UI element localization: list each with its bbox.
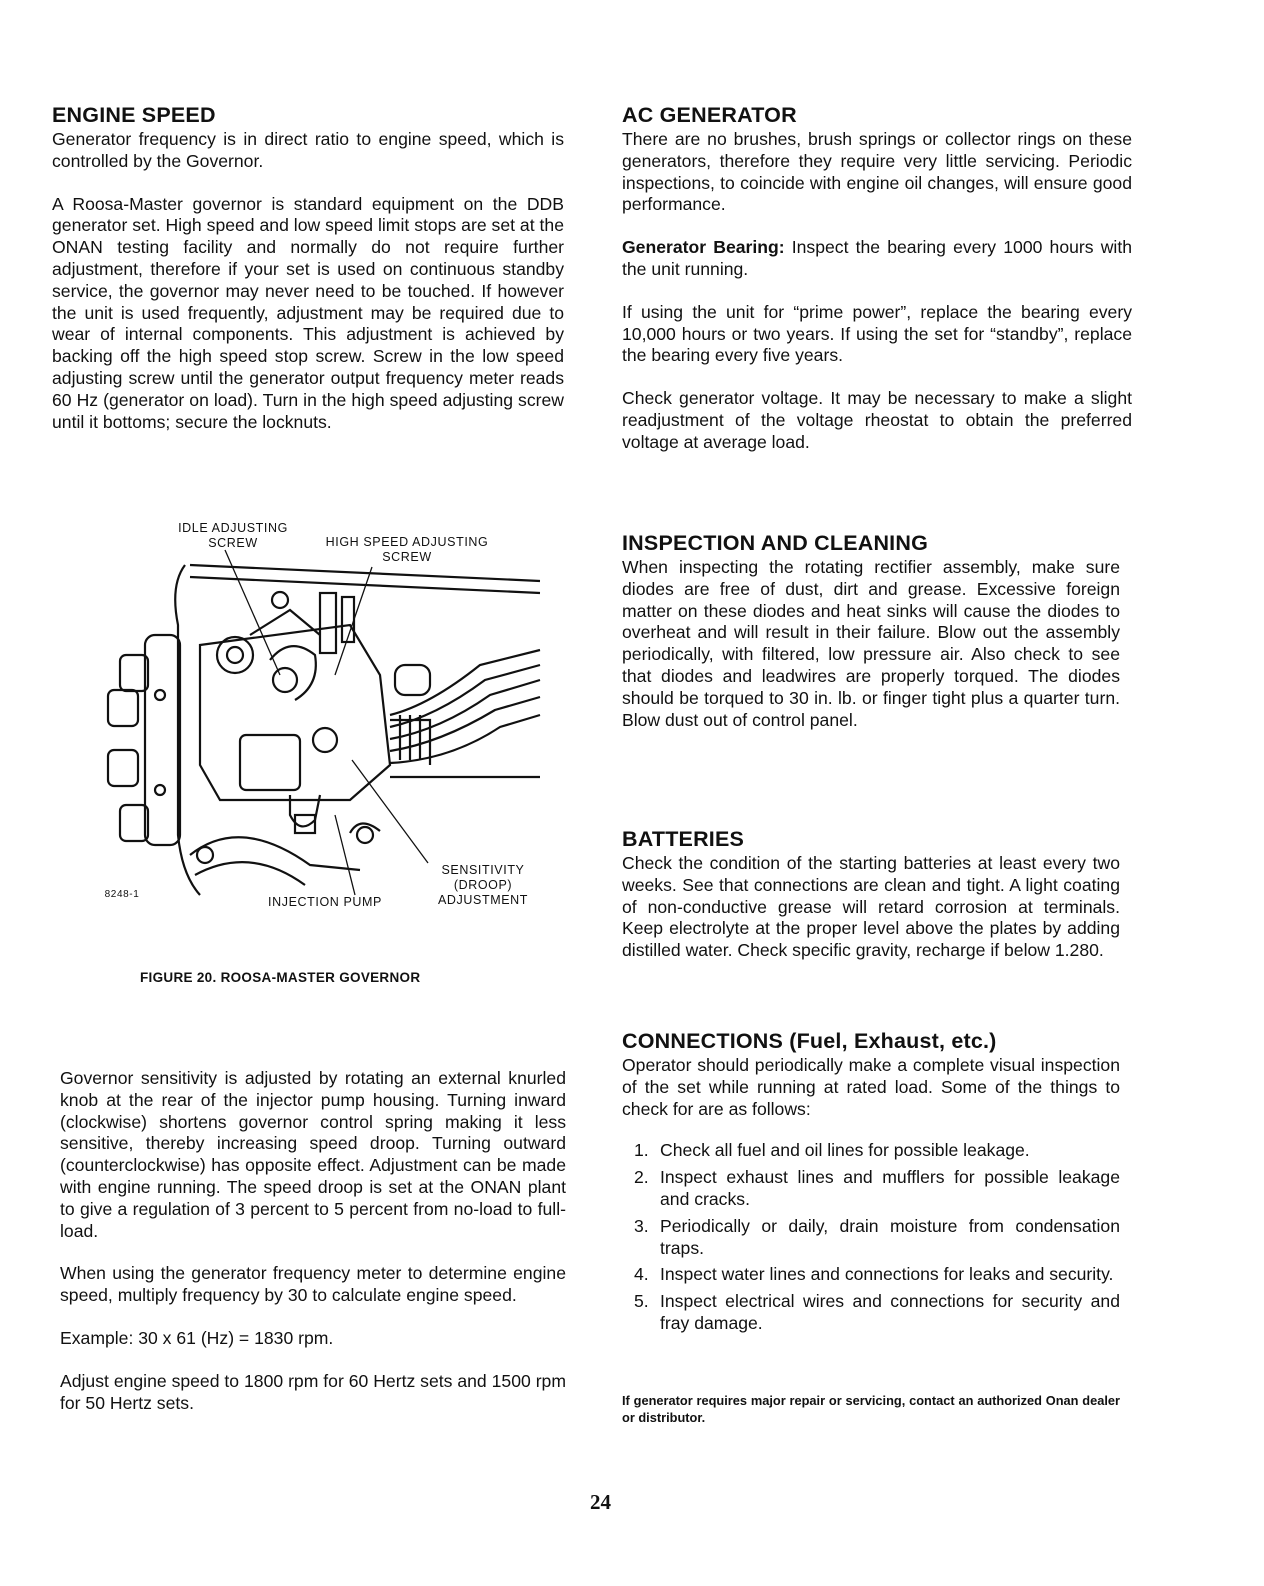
inspection-heading: INSPECTION AND CLEANING <box>622 531 929 555</box>
left-column <box>52 102 564 433</box>
inspection-paragraph: When inspecting the rotating rectifier assembly, make sure diodes are free of dust, dirt and grease. Excessive foreign matter on these diodes and heat sinks will cause the diodes to overheat and will result in their failure. Blow out the assembly periodically, with filtered, low pressure air. Also check to see that diodes and leadwires are properly torqued. The diodes should be torqued to 30 in. lb. or finger tight plus a quarter turn. Blow dust out of control panel. <box>622 557 1120 730</box>
governor-sensitivity-paragraph: Governor sensitivity is adjusted by rotating an external knurled knob at the rear of the injector pump housing. Turning inward (clockwise) shortens governor control spring making it less sensitive, thereby increasing speed droop. Turning outward (counterclockwise) has opposite effect. Adjustment can be made with engine running. The speed droop is set at the ONAN plant to give a regulation of 3 percent to 5 percent from no-load to full-load. <box>60 1068 566 1241</box>
figure-code-label: 8248-1 <box>104 889 140 900</box>
connections-section <box>622 1028 1120 1426</box>
engine-speed-heading: ENGINE SPEED <box>52 103 216 127</box>
engine-speed-intro: Generator frequency is in direct ratio to engine speed, which is controlled by the Governor. <box>52 129 564 171</box>
repair-note: If generator requires major repair or servicing, contact an authorized Onan dealer or distributor. <box>622 1392 1120 1425</box>
figure-caption: FIGURE 20. ROOSA-MASTER GOVERNOR <box>140 970 421 985</box>
page-number: 24 <box>590 1490 611 1514</box>
high-speed-adjusting-screw-label: HIGH SPEED ADJUSTING SCREW <box>325 535 489 564</box>
batteries-section <box>622 826 1120 962</box>
generator-bearing-text: Inspect the bearing every 1000 hours with the unit running. <box>622 237 1132 279</box>
injection-pump-label: INJECTION PUMP <box>268 895 382 909</box>
connections-checklist <box>622 1140 1120 1334</box>
engine-speed-governor-paragraph: A Roosa-Master governor is standard equipment on the DDB generator set. High speed and low speed limit stops are set at the ONAN testing facility and normally do not require further adjustment, therefore if your set is used on continuous standby service, the governor may never need to be touched. If however the unit is used frequently, adjustment may be required due to wear of internal components. This adjustment is achieved by backing off the high speed stop screw. Screw in the low speed adjusting screw until the generator output frequency meter reads 60 Hz (generator on load). Turn in the high speed adjusting screw until it bottoms; secure the locknuts. <box>52 193 564 432</box>
generator-bearing-label: Generator Bearing: <box>622 237 785 258</box>
generator-voltage-paragraph: Check generator voltage. It may be necessary to make a slight readjustment of the voltage rheostat to obtain the preferred voltage at average load. <box>622 388 1132 452</box>
generator-bearing-paragraph <box>622 237 1132 281</box>
governor-section <box>60 1068 566 1414</box>
right-column <box>622 102 1132 454</box>
engine-speed-setting-paragraph: Adjust engine speed to 1800 rpm for 60 Hertz sets and 1500 rpm for 50 Hertz sets. <box>60 1370 566 1413</box>
batteries-heading: BATTERIES <box>622 827 745 851</box>
governor-figure <box>90 515 560 935</box>
inspection-section <box>622 530 1120 731</box>
frequency-meter-paragraph: When using the generator frequency meter to determine engine speed, multiply frequency by 30 to calculate engine speed. <box>60 1263 566 1306</box>
connections-heading: CONNECTIONS (Fuel, Exhaust, etc.) <box>622 1029 997 1053</box>
prime-power-paragraph: If using the unit for “prime power”, replace the bearing every 10,000 hours or two years. If using the set for “standby”, replace the bearing every five years. <box>622 301 1132 366</box>
connections-intro: Operator should periodically make a complete visual inspection of the set while running at rated load. Some of the things to check for are as follows: <box>622 1055 1120 1119</box>
batteries-paragraph: Check the condition of the starting batteries at least every two weeks. See that connections are clean and tight. A light coating of non-conductive grease will retard corrosion at terminals. Keep electrolyte at the proper level above the plates by adding distilled water. Check specific gravity, recharge if below 1.280. <box>622 853 1120 961</box>
list-item: 5. Inspect electrical wires and connections for security and fray damage. <box>634 1291 1120 1333</box>
list-item: 1. Check all fuel and oil lines for possible leakage. <box>634 1140 1030 1161</box>
ac-generator-intro: There are no brushes, brush springs or collector rings on these generators, therefore they require very little servicing. Periodic inspections, to coincide with engine oil changes, will ensure good performance. <box>622 129 1132 215</box>
list-item: 2. Inspect exhaust lines and mufflers for possible leakage and cracks. <box>634 1167 1120 1209</box>
example-calculation: Example: 30 x 61 (Hz) = 1830 rpm. <box>60 1327 334 1348</box>
sensitivity-adjustment-label: SENSITIVITY (DROOP) ADJUSTMENT <box>437 863 529 907</box>
ac-generator-heading: AC GENERATOR <box>622 103 797 127</box>
list-item: 4. Inspect water lines and connections for leaks and security. <box>634 1264 1114 1285</box>
idle-adjusting-screw-label: IDLE ADJUSTING SCREW <box>178 521 288 550</box>
list-item: 3. Periodically or daily, drain moisture from condensation traps. <box>634 1215 1120 1258</box>
